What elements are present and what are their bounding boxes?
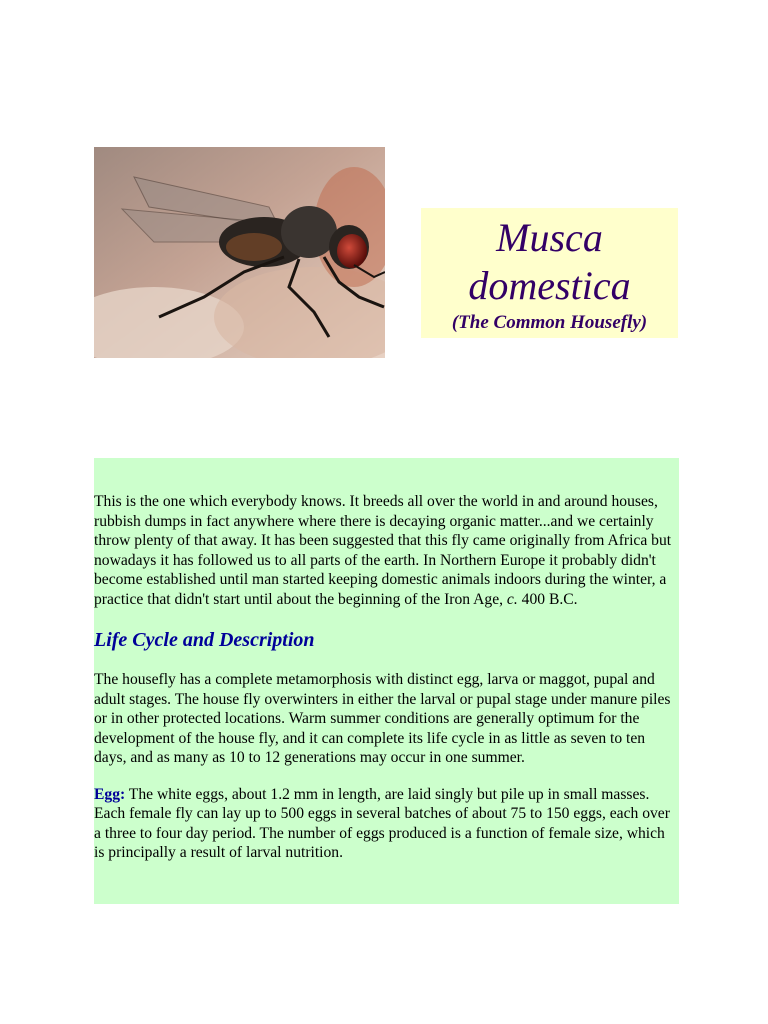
section-heading-life-cycle: Life Cycle and Description [94, 629, 315, 651]
housefly-photo [94, 147, 385, 358]
content-panel [94, 458, 679, 904]
life-cycle-paragraph: The housefly has a complete metamorphosis with distinct egg, larva or maggot, pupal and adult stages. The house fly overwinters in either the larval or pupal stage under manure piles or in other protected locations. Warm summer conditions are generally optimum for the development of the house fly, and it can complete its life cycle in as little as seven to ten days, and as many as 10 to 12 generations may occur in one summer. [94, 671, 671, 766]
intro-text: This is the one which everybody knows. It breeds all over the world in and around houses, rubbish dumps in fact anywhere where there is decaying organic matter...and we certainly throw plenty of that away. It has been suggested that this fly came originally from Africa but nowadays it has followed us to all parts of the earth. In Northern Europe it probably didn't become established until man started keeping domestic animals indoors during the winter, a practice that didn't start until about the beginning of the Iron Age, [94, 493, 672, 608]
intro-date: 400 B.C. [517, 590, 578, 608]
egg-label: Egg: [94, 785, 126, 803]
housefly-illustration [94, 147, 385, 358]
egg-paragraph [94, 785, 679, 863]
title-box [421, 208, 678, 338]
species-name-genus: Musca [496, 215, 603, 260]
intro-paragraph [94, 458, 679, 609]
common-name-subtitle: (The Common Housefly) [451, 312, 648, 333]
egg-text: The white eggs, about 1.2 mm in length, are laid singly but pile up in small masses. Each female fly can lay up to 500 eggs in several batches of about 75 to 150 eggs, each over a three to four day period. The number of eggs produced is a function of female size, which is principally a result of larval nutrition. [94, 785, 670, 861]
circa-abbrev: c. [506, 590, 518, 608]
species-name-epithet: domestica [468, 263, 631, 308]
